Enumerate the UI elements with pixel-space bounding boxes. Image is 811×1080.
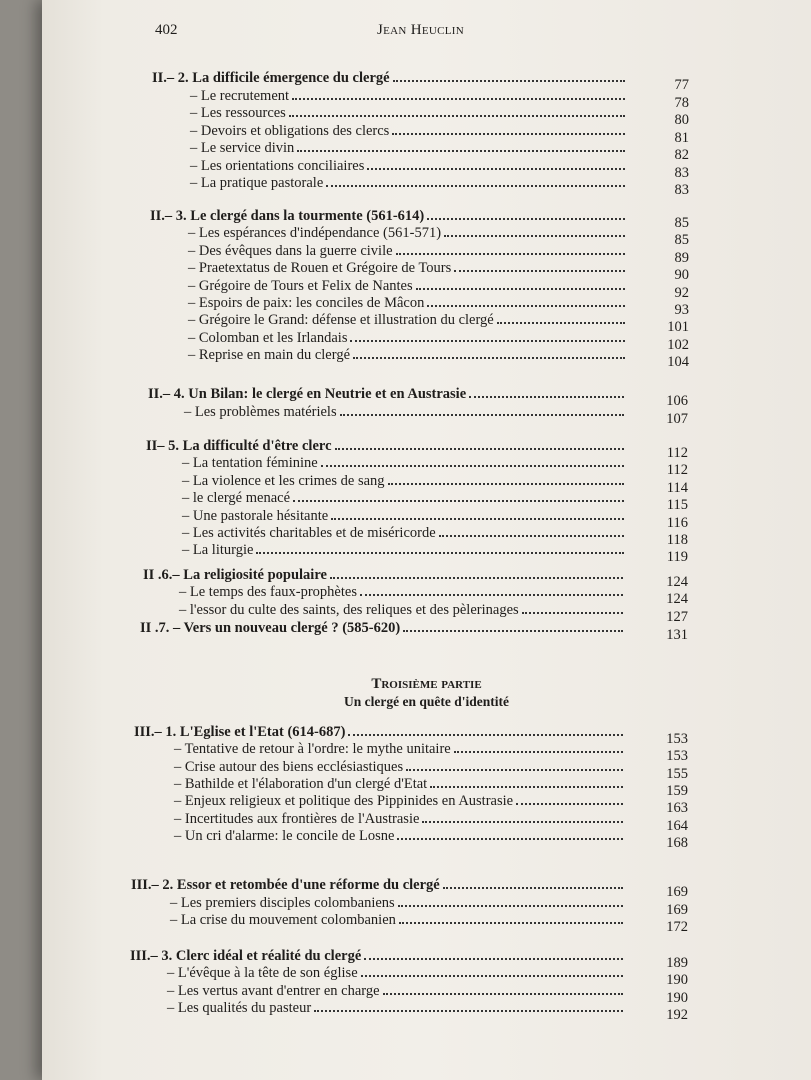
page-reference: 131 bbox=[666, 627, 688, 643]
toc-entry-row bbox=[174, 791, 626, 809]
part-three-subtitle: Un clergé en quête d'identité bbox=[344, 694, 509, 709]
toc-entry-row bbox=[174, 809, 626, 827]
page-reference: 85 bbox=[674, 232, 689, 249]
page-reference: 114 bbox=[666, 479, 688, 496]
dot-leader bbox=[360, 594, 623, 596]
page-reference: 81 bbox=[674, 129, 689, 146]
dot-leader bbox=[330, 577, 623, 579]
page-reference: 107 bbox=[666, 410, 688, 427]
page-reference: 119 bbox=[666, 549, 688, 566]
entry-label: – Colomban et les Irlandais bbox=[188, 329, 348, 346]
section-heading: II– 5. La difficulté d'être clerc bbox=[146, 438, 332, 454]
dot-leader bbox=[454, 270, 625, 272]
page-reference: 153 bbox=[666, 748, 688, 765]
dot-leader bbox=[393, 80, 625, 82]
toc-entry-row bbox=[182, 488, 627, 506]
entry-label: – Les qualités du pasteur bbox=[167, 999, 312, 1016]
entry-label: – Un cri d'alarme: le concile de Losne bbox=[174, 827, 395, 844]
toc-entry-row bbox=[179, 600, 626, 618]
dot-leader bbox=[314, 1010, 623, 1012]
toc-entry-row bbox=[190, 121, 628, 139]
page-reference: 77 bbox=[674, 77, 689, 93]
page-reference: 83 bbox=[674, 182, 689, 198]
page-reference: 102 bbox=[667, 336, 689, 353]
dot-leader bbox=[469, 396, 624, 398]
page-reference: 155 bbox=[666, 765, 688, 782]
toc-heading-row bbox=[152, 68, 628, 86]
toc-entry-row bbox=[179, 582, 626, 600]
dot-leader bbox=[383, 993, 623, 995]
entry-label: – L'évêque à la tête de son église bbox=[167, 965, 358, 982]
page-reference: 190 bbox=[666, 989, 688, 1006]
page-reference: 83 bbox=[674, 164, 689, 181]
dot-leader bbox=[361, 975, 623, 977]
toc-entry-row bbox=[174, 826, 626, 844]
page-reference: 115 bbox=[666, 497, 688, 514]
toc-entry-row bbox=[188, 328, 628, 346]
page-reference: 168 bbox=[666, 834, 688, 851]
entry-label: – Les activités charitables et de miséricorde bbox=[182, 525, 436, 541]
dot-leader bbox=[403, 630, 623, 632]
dot-leader bbox=[454, 751, 623, 753]
page-reference: 190 bbox=[666, 972, 688, 989]
dot-leader bbox=[427, 218, 625, 220]
toc-entry-row bbox=[188, 276, 628, 294]
dot-leader bbox=[397, 838, 623, 840]
section-heading: III.– 3. Clerc idéal et réalité du clergé bbox=[130, 948, 362, 964]
entry-label: – La pratique pastorale bbox=[190, 175, 324, 191]
dot-leader bbox=[335, 448, 624, 450]
dot-leader bbox=[388, 483, 624, 485]
entry-label: – Incertitudes aux frontières de l'Austrasie bbox=[174, 810, 420, 827]
page-reference: 85 bbox=[674, 215, 689, 231]
toc-entry-row bbox=[167, 963, 626, 981]
toc-entry-row bbox=[182, 471, 627, 489]
toc-entry-row bbox=[167, 998, 626, 1016]
dot-leader bbox=[348, 734, 623, 736]
toc-entry-row bbox=[182, 453, 627, 471]
toc-entry-row bbox=[182, 523, 627, 541]
page-reference: 80 bbox=[674, 112, 689, 128]
dot-leader bbox=[444, 235, 625, 237]
entry-label: – Le recrutement bbox=[190, 87, 290, 104]
page-reference: 124 bbox=[666, 574, 688, 590]
page-reference: 159 bbox=[666, 782, 688, 799]
entry-label: – l'essor du culte des saints, des reliques et des pèlerinages bbox=[179, 601, 519, 618]
dot-leader bbox=[392, 133, 625, 135]
toc-entry-row bbox=[170, 893, 626, 911]
entry-label: – Les espérances d'indépendance (561-571) bbox=[188, 225, 442, 242]
page-reference: 89 bbox=[674, 249, 689, 266]
section-heading: II.– 2. La difficile émergence du clergé bbox=[152, 70, 390, 86]
section-heading: II .6.– La religiosité populaire bbox=[143, 567, 327, 583]
page-reference: 124 bbox=[666, 591, 688, 608]
page-reference: 169 bbox=[666, 884, 688, 900]
page-reference: 192 bbox=[666, 1006, 688, 1023]
dot-leader bbox=[340, 414, 624, 416]
dot-leader bbox=[427, 305, 625, 307]
page-reference: 169 bbox=[666, 901, 688, 918]
toc-heading-row bbox=[143, 565, 626, 583]
entry-label: – Bathilde et l'élaboration d'un clergé d'Etat bbox=[174, 775, 428, 792]
dot-leader bbox=[406, 769, 623, 771]
toc-entry-row bbox=[174, 774, 626, 792]
dot-leader bbox=[321, 465, 624, 467]
section-heading: III.– 2. Essor et retombée d'une réforme du clergé bbox=[131, 877, 440, 893]
page-reference: 101 bbox=[667, 319, 689, 336]
toc-entry-row bbox=[190, 173, 628, 191]
entry-label: – Grégoire de Tours et Felix de Nantes bbox=[188, 277, 413, 294]
entry-label: – Grégoire le Grand: défense et illustration du clergé bbox=[188, 312, 494, 329]
toc-entry-row bbox=[190, 138, 628, 156]
page-reference: 82 bbox=[674, 147, 689, 163]
page-reference: 164 bbox=[666, 817, 688, 834]
entry-label: – Les premiers disciples colombaniens bbox=[170, 894, 395, 911]
entry-label: – Tentative de retour à l'ordre: le mythe unitaire bbox=[174, 741, 451, 758]
dot-leader bbox=[398, 905, 623, 907]
dot-leader bbox=[297, 150, 625, 152]
dot-leader bbox=[364, 958, 623, 960]
toc-entry-row bbox=[188, 345, 628, 363]
book-page bbox=[42, 0, 811, 1080]
toc-heading-row bbox=[134, 722, 626, 740]
entry-label: – le clergé menacé bbox=[182, 490, 291, 507]
entry-label: – Crise autour des biens ecclésiastiques bbox=[174, 758, 404, 775]
section-heading: III.– 1. L'Eglise et l'Etat (614-687) bbox=[134, 724, 346, 740]
toc-entry-row bbox=[188, 258, 628, 276]
entry-label: – Enjeux religieux et politique des Pippinides en Austrasie bbox=[174, 793, 514, 810]
dot-leader bbox=[292, 98, 625, 100]
toc-heading-row bbox=[148, 384, 627, 402]
page-reference: 153 bbox=[666, 731, 688, 747]
entry-label: – Le temps des faux-prophètes bbox=[179, 584, 357, 601]
page-reference: 78 bbox=[674, 94, 689, 111]
dot-leader bbox=[430, 786, 623, 788]
page-reference: 172 bbox=[666, 919, 688, 935]
entry-label: – Les ressources bbox=[190, 105, 286, 121]
toc-entry-row bbox=[167, 981, 626, 999]
dot-leader bbox=[350, 340, 625, 342]
entry-label: – Les problèmes matériels bbox=[184, 403, 337, 420]
page-reference: 112 bbox=[666, 462, 688, 479]
page-reference: 127 bbox=[666, 608, 688, 625]
entry-label: – Les vertus avant d'entrer en charge bbox=[167, 982, 380, 999]
dot-leader bbox=[443, 887, 623, 889]
dot-leader bbox=[326, 185, 625, 187]
toc-entry-row bbox=[174, 757, 626, 775]
entry-label: – Une pastorale hésitante bbox=[182, 507, 329, 524]
dot-leader bbox=[439, 535, 624, 537]
page-reference: 112 bbox=[666, 445, 688, 461]
entry-label: – Les orientations conciliaires bbox=[190, 157, 365, 174]
page-reference: 118 bbox=[666, 532, 688, 548]
toc-heading-row bbox=[150, 206, 628, 224]
toc-entry-row bbox=[188, 310, 628, 328]
entry-label: – Des évêques dans la guerre civile bbox=[188, 242, 393, 259]
dot-leader bbox=[422, 821, 623, 823]
toc-heading-row bbox=[131, 875, 626, 893]
toc-entry-row bbox=[190, 156, 628, 174]
entry-label: – Espoirs de paix: les conciles de Mâcon bbox=[188, 295, 425, 311]
toc-entry-row bbox=[170, 910, 626, 928]
page-reference: 90 bbox=[674, 267, 689, 284]
running-title: Jean Heuclin bbox=[377, 22, 464, 38]
dot-leader bbox=[331, 518, 624, 520]
page-reference: 92 bbox=[674, 284, 689, 301]
entry-label: – La tentation féminine bbox=[182, 455, 318, 472]
dot-leader bbox=[396, 253, 625, 255]
page-reference: 189 bbox=[666, 955, 688, 971]
entry-label: – Devoirs et obligations des clercs bbox=[190, 122, 390, 139]
toc-entry-row bbox=[182, 540, 627, 558]
toc-entry-row bbox=[184, 402, 627, 420]
dot-leader bbox=[367, 168, 625, 170]
dot-leader bbox=[256, 552, 624, 554]
toc-entry-row bbox=[190, 103, 628, 121]
dot-leader bbox=[293, 500, 624, 502]
toc-heading-row bbox=[140, 618, 626, 636]
toc-entry-row bbox=[182, 506, 627, 524]
toc-entry-row bbox=[188, 223, 628, 241]
toc-entry-row bbox=[188, 241, 628, 259]
page-reference: 104 bbox=[667, 354, 689, 371]
entry-label: – La violence et les crimes de sang bbox=[182, 472, 385, 489]
part-three-title: Troisième partie bbox=[371, 676, 482, 692]
dot-leader bbox=[289, 115, 625, 117]
dot-leader bbox=[516, 803, 623, 805]
page-reference: 93 bbox=[674, 302, 689, 318]
section-heading: II.– 3. Le clergé dans la tourmente (561-614) bbox=[150, 208, 425, 224]
toc-heading-row bbox=[146, 436, 627, 454]
page-reference: 163 bbox=[666, 800, 688, 817]
entry-label: – Le service divin bbox=[190, 140, 295, 156]
section-heading: II.– 4. Un Bilan: le clergé en Neutrie et en Austrasie bbox=[148, 386, 467, 402]
entry-label: – La crise du mouvement colombanien bbox=[170, 912, 396, 928]
dot-leader bbox=[497, 322, 625, 324]
entry-label: – La liturgie bbox=[182, 542, 254, 559]
entry-label: – Reprise en main du clergé bbox=[188, 347, 350, 364]
toc-entry-row bbox=[190, 86, 628, 104]
page-reference: 106 bbox=[666, 393, 688, 409]
dot-leader bbox=[416, 288, 625, 290]
section-heading: II .7. – Vers un nouveau clergé ? (585-620) bbox=[140, 620, 401, 636]
toc-entry-row bbox=[188, 293, 628, 311]
toc-entry-row bbox=[174, 739, 626, 757]
dot-leader bbox=[353, 357, 625, 359]
dot-leader bbox=[399, 922, 623, 924]
entry-label: – Praetextatus de Rouen et Grégoire de Tours bbox=[188, 260, 452, 277]
toc-heading-row bbox=[130, 946, 626, 964]
page-reference: 116 bbox=[666, 514, 688, 531]
dot-leader bbox=[522, 612, 623, 614]
page-number: 402 bbox=[155, 22, 178, 38]
